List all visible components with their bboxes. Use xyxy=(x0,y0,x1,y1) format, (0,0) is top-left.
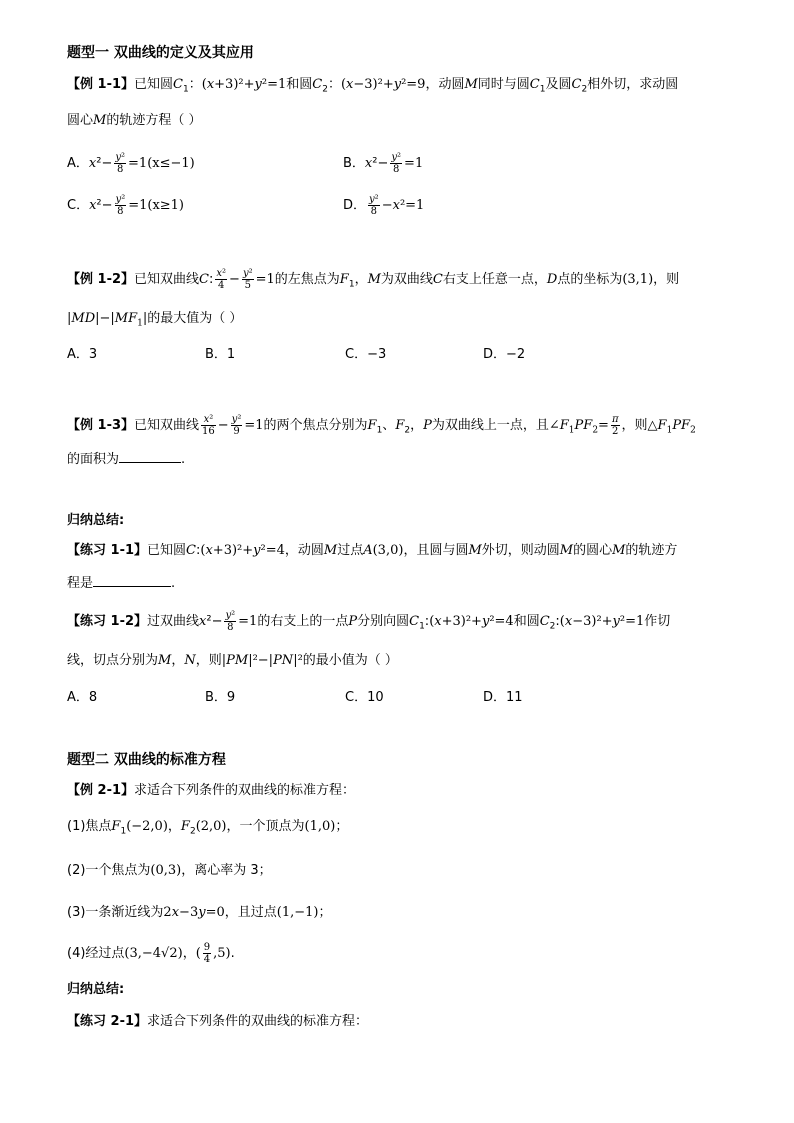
example-1-1-line2: 圆心M的轨迹方程（ ） xyxy=(67,113,202,128)
summary-label: 归纳总结: xyxy=(67,982,125,997)
option-a: A．x²− $\frac{\text{y²}}{8}$ =1(x≤−1) xyxy=(67,152,195,175)
practice-tag: 【练习 2-1】 xyxy=(67,1014,148,1029)
option-b: B．9 xyxy=(205,690,236,705)
practice-1-2-line2: 线，切点分别为M，N，则|PM|²−|PN|²的最小值为（ ） xyxy=(67,653,398,668)
summary-label: 归纳总结: xyxy=(67,513,125,528)
section-title: 题型二 双曲线的标准方程 xyxy=(67,752,226,768)
option-b: B．x²− $\frac{\text{y²}}{8}$ =1 xyxy=(343,152,424,175)
example-1-2-line2: $|MD|-|MF_1|$的最大值为（ ） xyxy=(67,311,243,329)
option-c: C．−3 xyxy=(345,347,387,362)
practice-tag: 【练习 1-1】 xyxy=(67,543,148,558)
practice-1-1-line1: 【练习 1-1】已知圆C:(x+3)²+y²=4，动圆M过点A(3,0)，且圆与圆M外切，则动圆M的圆心M的轨迹方 xyxy=(67,543,678,558)
option-d: D．−2 xyxy=(483,347,526,362)
option-d: D． $\frac{\text{y²}}{8}$ −x²=1 xyxy=(343,194,425,217)
option-b: B．1 xyxy=(205,347,236,362)
example-2-1-line1: 【例 2-1】求适合下列条件的双曲线的标准方程： xyxy=(67,783,356,798)
example-tag: 【例 2-1】 xyxy=(67,783,135,798)
option-d: D．11 xyxy=(483,690,523,705)
example-2-1-item2: (2)一个焦点为(0,3)，离心率为 3； xyxy=(67,863,272,878)
example-1-3-line2: 的面积为 . xyxy=(67,452,186,467)
example-2-1-item4: (4)经过点(3,−4√2)，( $\frac{9}{4}$ ,5). xyxy=(67,942,235,965)
answer-blank[interactable] xyxy=(93,586,171,587)
practice-2-1-line1: 【练习 2-1】求适合下列条件的双曲线的标准方程： xyxy=(67,1014,369,1029)
option-c: C．x²− $\frac{\text{y²}}{8}$ =1(x≥1) xyxy=(67,194,185,217)
example-tag: 【例 1-3】 xyxy=(67,418,135,433)
option-c: C．10 xyxy=(345,690,384,705)
example-tag: 【例 1-1】 xyxy=(67,77,135,92)
example-tag: 【例 1-2】 xyxy=(67,272,135,287)
answer-blank[interactable] xyxy=(119,462,181,463)
practice-1-2-line1: 【练习 1-2】过双曲线x²− $\frac{\text{y²}}{8}$ =1的右支上的一点P分别向圆$C_1:(x+3)^2+y^2=4$和圆$C_2:(x-3)^2+y^2=1$作切 xyxy=(67,610,671,633)
example-1-2-line1: 【例 1-2】已知双曲线C: $\frac{\text{x²}}{4}$ − $\frac{\text{y²}}{5}$ =1的左焦点为$F_1$，M为双曲线C右支上任意一点，D点的坐标为(3,1)，则 xyxy=(67,268,680,291)
example-1-3-line1: 【例 1-3】已知双曲线 $\frac{\text{x²}}{16}$ − $\frac{\text{y²}}{9}$ =1的两个焦点分别为$F_1$、$F_2$，P为双曲线上一点，且$\angle F_1PF_2=$ $\frac{\pi}{2}$ ，则$\triangle F_1PF_2$ xyxy=(67,414,696,437)
option-a: A．8 xyxy=(67,690,98,705)
practice-tag: 【练习 1-2】 xyxy=(67,614,148,629)
option-a: A．3 xyxy=(67,347,98,362)
example-2-1-item3: (3)一条渐近线为2x−3y=0，且过点(1,−1)； xyxy=(67,905,332,920)
example-1-1-line1: 【例 1-1】已知圆$C_1$：(x+3)²+y²=1和圆$C_2$：(x−3)²+y²=9，动圆M同时与圆$C_1$及圆$C_2$相外切，求动圆 xyxy=(67,77,679,95)
practice-1-1-line2: 程是 . xyxy=(67,576,176,591)
section-title: 题型一 双曲线的定义及其应用 xyxy=(67,45,254,61)
example-2-1-item1: (1)焦点$F_1(-2,0)$，$F_2(2,0)$，一个顶点为(1,0)； xyxy=(67,819,349,837)
